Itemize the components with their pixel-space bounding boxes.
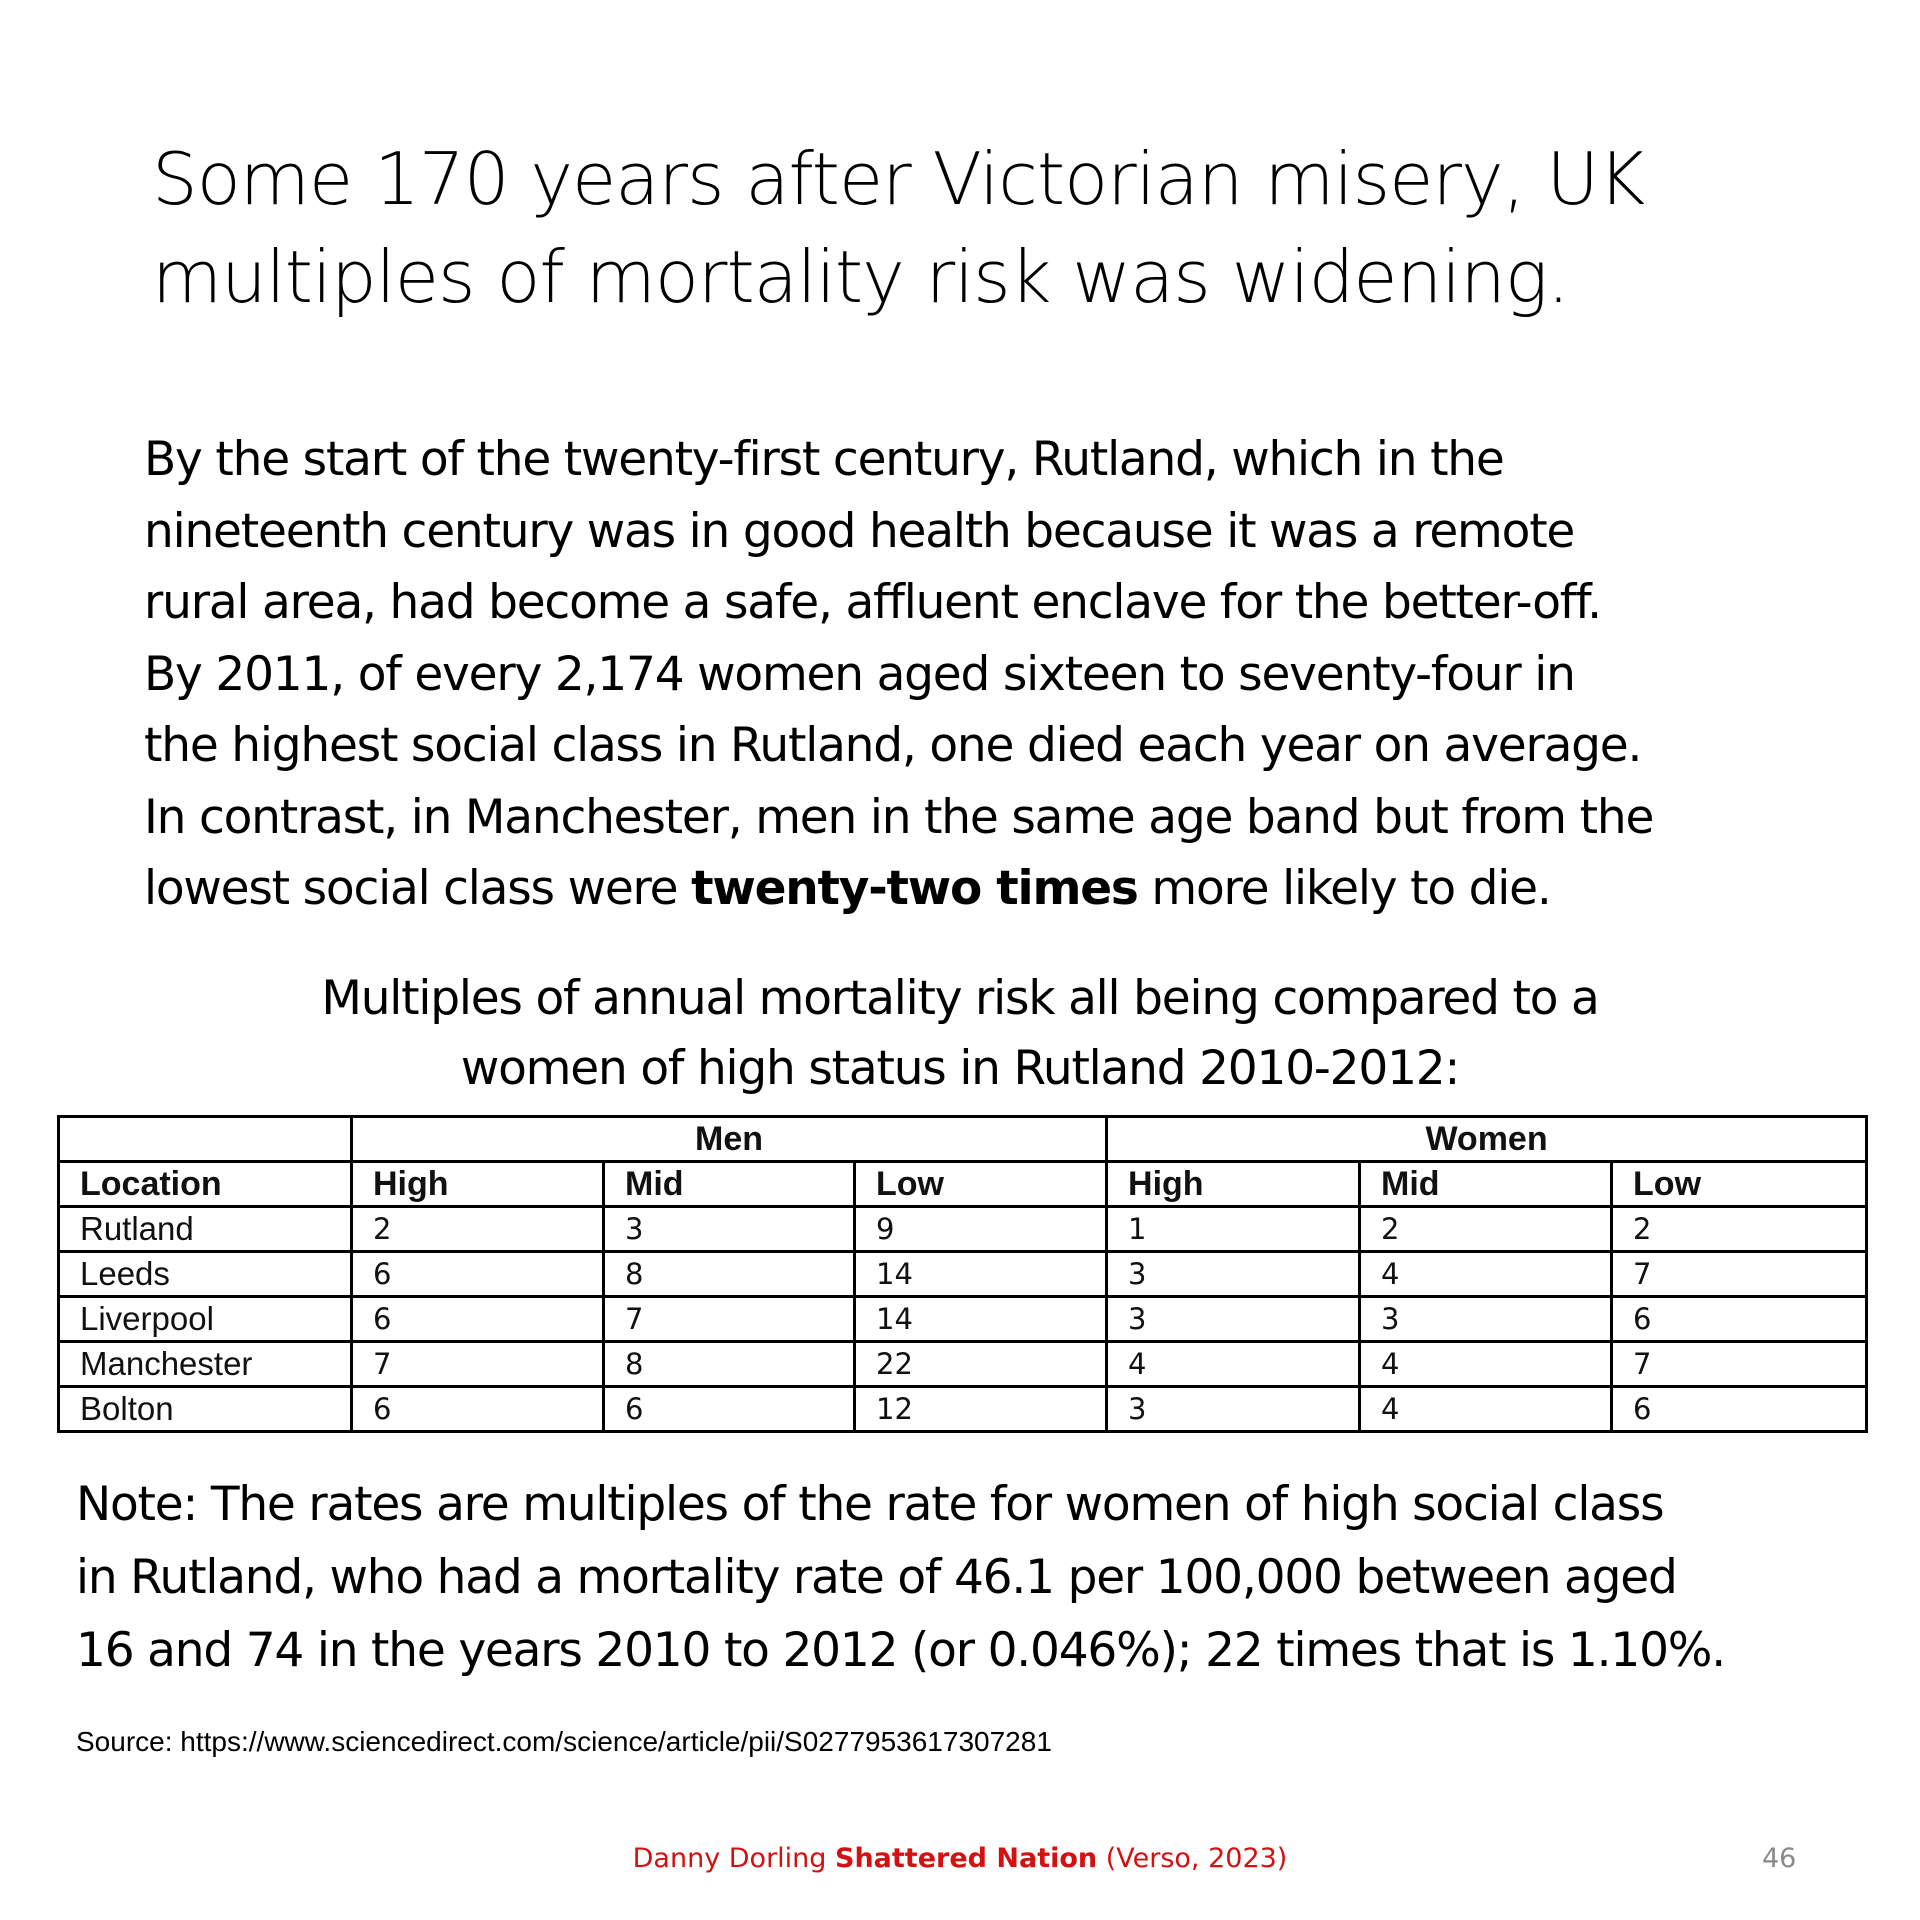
table-cell: 1 — [1107, 1207, 1360, 1252]
footer-book-title: Shattered Nation — [835, 1843, 1098, 1874]
table-cell-location: Leeds — [59, 1252, 352, 1297]
table-cell: 12 — [855, 1387, 1107, 1432]
body-line-6: In contrast, in Manchester, men in the same age band but from the — [144, 789, 1654, 845]
table-cell: 3 — [1107, 1252, 1360, 1297]
table-cell: 4 — [1360, 1387, 1612, 1432]
empty-header-cell — [59, 1117, 352, 1162]
table-cell: 6 — [352, 1297, 604, 1342]
table-cell: 3 — [1107, 1387, 1360, 1432]
note-line-1: Note: The rates are multiples of the rate for women of high social class — [76, 1477, 1664, 1532]
table-cell-location: Bolton — [59, 1387, 352, 1432]
note-line-3: 16 and 74 in the years 2010 to 2012 (or 0.046%); 22 times that is 1.10%. — [76, 1623, 1725, 1678]
source-citation: Source: https://www.sciencedirect.com/science/article/pii/S0277953617307281 — [76, 1726, 1052, 1757]
column-header-women-high: High — [1107, 1162, 1360, 1207]
table-cell: 14 — [855, 1252, 1107, 1297]
women-group-header: Women — [1107, 1117, 1867, 1162]
column-header-men-high: High — [352, 1162, 604, 1207]
table-column-header-row — [59, 1162, 1867, 1207]
body-line-2: nineteenth century was in good health because it was a remote — [144, 503, 1575, 559]
table-cell: 8 — [604, 1252, 855, 1297]
slide-title-line-1: Some 170 years after Victorian misery, UK — [152, 137, 1645, 221]
table-cell: 6 — [604, 1387, 855, 1432]
table-group-header-row — [59, 1117, 1867, 1162]
note-paragraph — [76, 1468, 1876, 1687]
table-cell: 4 — [1360, 1252, 1612, 1297]
body-line-1: By the start of the twenty-first century, Rutland, which in the — [144, 432, 1504, 487]
table-cell: 8 — [604, 1342, 855, 1387]
table-cell: 6 — [352, 1252, 604, 1297]
note-line-2: in Rutland, who had a mortality rate of 46.1 per 100,000 between aged — [76, 1550, 1677, 1605]
table-cell: 2 — [1360, 1207, 1612, 1252]
slide-title — [152, 130, 1752, 326]
body-line-4: By 2011, of every 2,174 women aged sixteen to seventy-four in — [144, 646, 1575, 702]
table-cell: 2 — [352, 1207, 604, 1252]
footer-publisher: (Verso, 2023) — [1097, 1843, 1288, 1874]
table-cell: 9 — [855, 1207, 1107, 1252]
table-cell: 4 — [1360, 1342, 1612, 1387]
page-number: 46 — [1762, 1843, 1797, 1874]
footer-author: Danny Dorling — [632, 1843, 836, 1874]
body-line-7 — [144, 853, 1804, 925]
table-cell-location: Liverpool — [59, 1297, 352, 1342]
table-caption-line-2: women of high status in Rutland 2010-2012: — [460, 1041, 1460, 1096]
table-row — [59, 1387, 1867, 1432]
column-header-men-mid: Mid — [604, 1162, 855, 1207]
mortality-table — [57, 1115, 1868, 1433]
column-header-location: Location — [59, 1162, 352, 1207]
table-cell: 3 — [1360, 1297, 1612, 1342]
table-cell: 7 — [1612, 1342, 1867, 1387]
table-caption — [0, 964, 1920, 1104]
body-line-5: the highest social class in Rutland, one died each year on average. — [144, 718, 1642, 773]
table-cell: 22 — [855, 1342, 1107, 1387]
body-line-7-start: lowest social class were — [144, 861, 692, 916]
footer-credit — [0, 1843, 1920, 1874]
column-header-men-low: Low — [855, 1162, 1107, 1207]
slide-title-line-2: multiples of mortality risk was widening. — [152, 235, 1569, 319]
table-row — [59, 1252, 1867, 1297]
table-cell: 7 — [604, 1297, 855, 1342]
body-line-3: rural area, had become a safe, affluent enclave for the better-off. — [144, 575, 1601, 630]
body-line-7-end: more likely to die. — [1137, 861, 1551, 916]
column-header-women-low: Low — [1612, 1162, 1867, 1207]
table-row — [59, 1342, 1867, 1387]
table-cell: 3 — [604, 1207, 855, 1252]
table-row — [59, 1297, 1867, 1342]
table-row — [59, 1207, 1867, 1252]
table-cell: 4 — [1107, 1342, 1360, 1387]
table-cell: 6 — [352, 1387, 604, 1432]
table-cell-location: Rutland — [59, 1207, 352, 1252]
table-cell: 7 — [352, 1342, 604, 1387]
column-header-women-mid: Mid — [1360, 1162, 1612, 1207]
table-cell: 6 — [1612, 1297, 1867, 1342]
table-cell: 14 — [855, 1297, 1107, 1342]
table-cell: 3 — [1107, 1297, 1360, 1342]
body-paragraph — [144, 424, 1804, 925]
table-cell: 7 — [1612, 1252, 1867, 1297]
table-cell: 2 — [1612, 1207, 1867, 1252]
men-group-header: Men — [352, 1117, 1107, 1162]
table-cell: 6 — [1612, 1387, 1867, 1432]
table-caption-line-1: Multiples of annual mortality risk all being compared to a — [321, 971, 1599, 1026]
body-emphasis: twenty-two times — [691, 861, 1138, 916]
table-cell-location: Manchester — [59, 1342, 352, 1387]
